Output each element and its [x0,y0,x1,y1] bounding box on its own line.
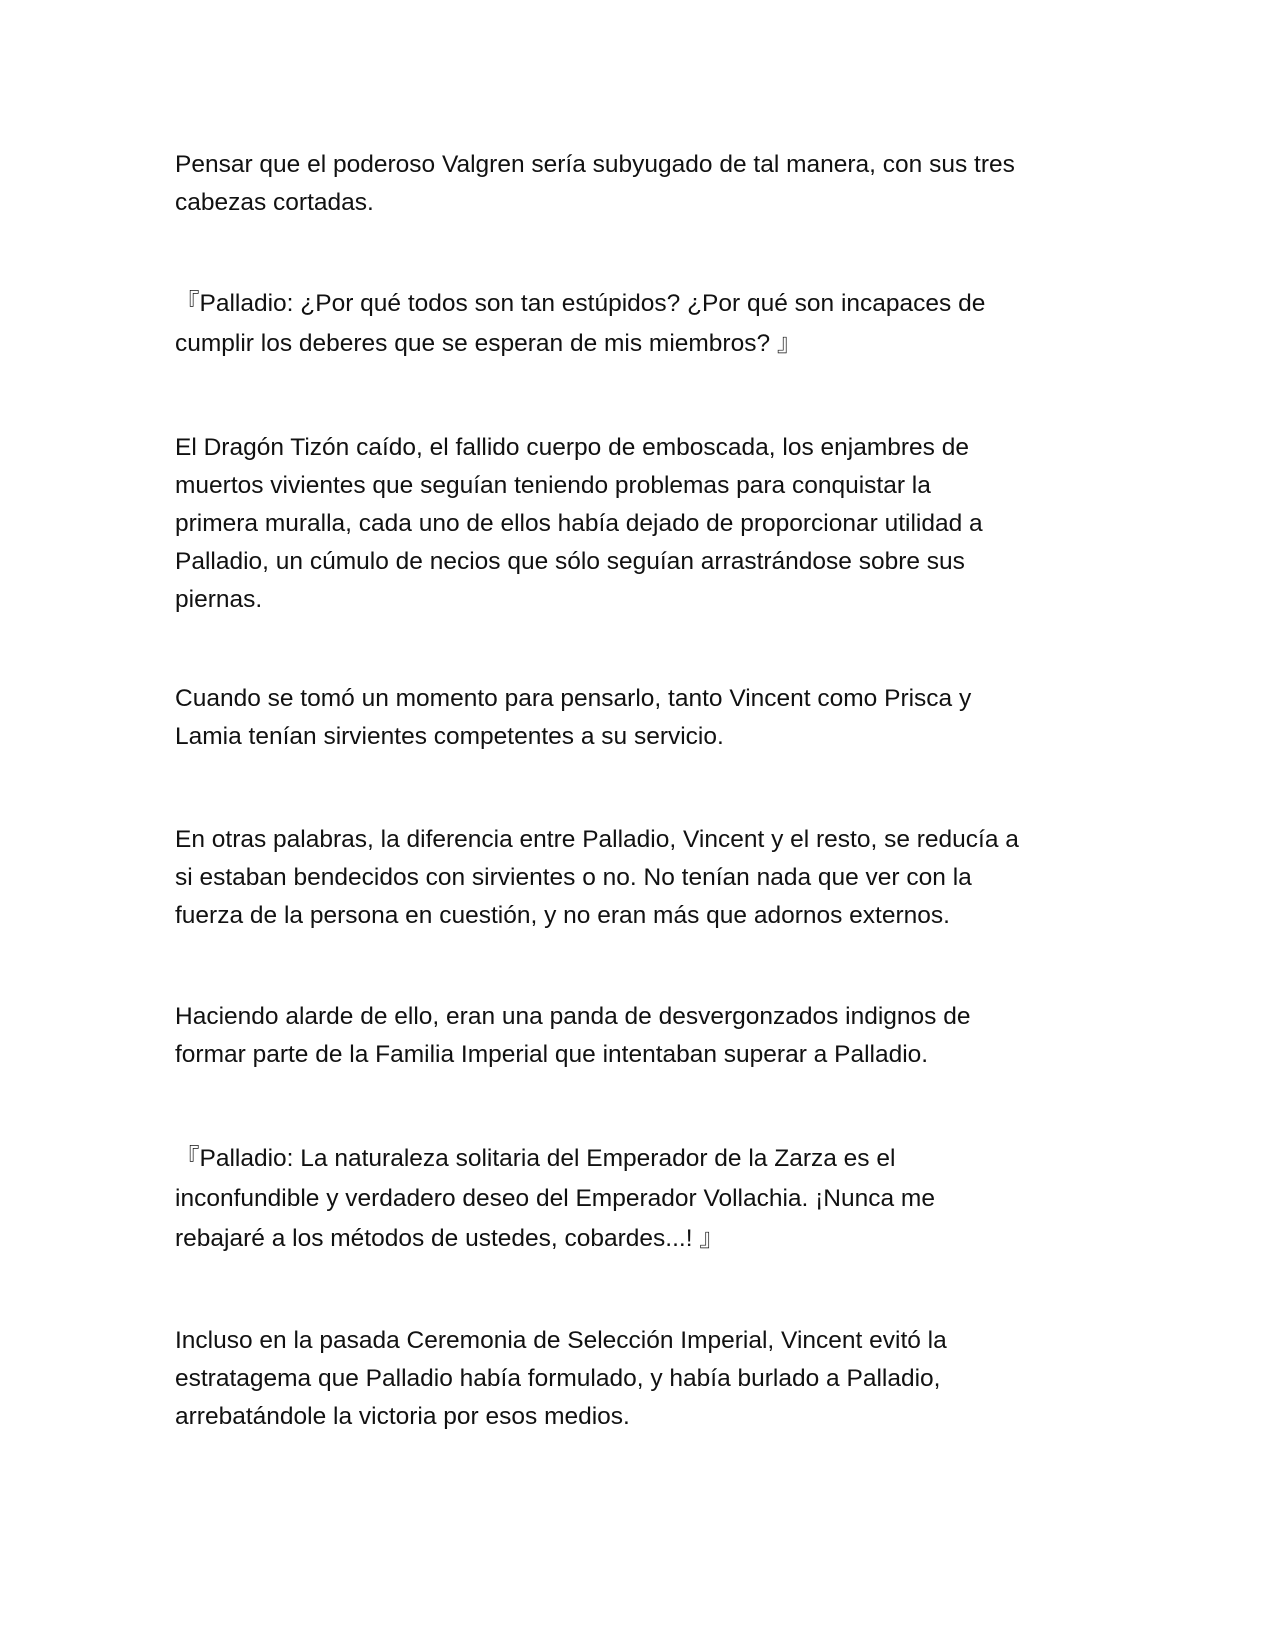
paragraph-dragon-tizon: El Dragón Tizón caído, el fallido cuerpo de emboscada, los enjambres de muertos vivientes que seguían teniendo problemas para conquistar la primera muralla, cada uno de ellos había dejado de proporcionar utilidad a Palladio, un cúmulo de necios que sólo seguían arrastrándose sobre sus piernas. [175,434,983,613]
paragraph-valgren: Pensar que el poderoso Valgren sería subyugado de tal manera, con sus tres cabezas cortadas. [175,151,1015,216]
paragraph-boasting: Haciendo alarde de ello, eran una panda de desvergonzados indignos de formar parte de la Familia Imperial que intentaban superar a Palladio. [175,1003,971,1068]
dialogue-palladio-stupid: 『Palladio: ¿Por qué todos son tan estúpidos? ¿Por qué son incapaces de cumplir los deberes que se esperan de mis miembros? 』 [175,290,986,357]
paragraph-ceremony: Incluso en la pasada Ceremonia de Selección Imperial, Vincent evitó la estratagema que Palladio había formulado, y había burlado a Palladio, arrebatándole la victoria por esos medios. [175,1327,947,1430]
paragraph-vincent-prisca: Cuando se tomó un momento para pensarlo, tanto Vincent como Prisca y Lamia tenían sirvientes competentes a su servicio. [175,685,972,750]
dialogue-palladio-emperor: 『Palladio: La naturaleza solitaria del Emperador de la Zarza es el inconfundible y verdadero deseo del Emperador Vollachia. ¡Nunca me rebajaré a los métodos de ustedes, cobardes...! 』 [175,1145,935,1252]
paragraph-difference: En otras palabras, la diferencia entre Palladio, Vincent y el resto, se reducía a si estaban bendecidos con sirvientes o no. No tenían nada que ver con la fuerza de la persona en cuestión, y no eran más que adornos externos. [175,826,1019,929]
